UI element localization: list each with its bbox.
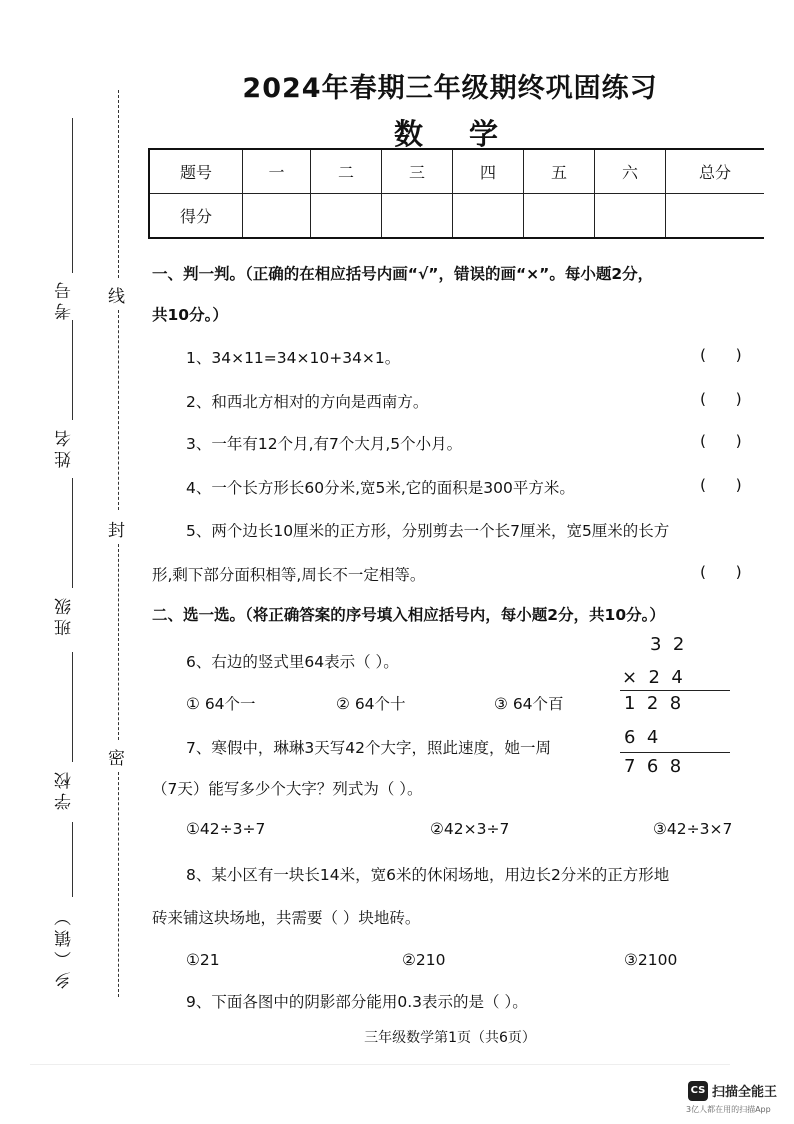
- seal-feng: 封: [108, 521, 125, 541]
- score-table: [148, 148, 764, 239]
- q6-option-b[interactable]: ② 64个十: [336, 695, 406, 713]
- q2-answer-paren[interactable]: ( ): [700, 390, 742, 408]
- score-input-cell[interactable]: [453, 194, 524, 239]
- calc-rule-2: [620, 752, 730, 753]
- q7-option-a[interactable]: ①42÷3÷7: [186, 820, 266, 838]
- scanner-name: 扫描全能王: [712, 1085, 778, 1100]
- score-cell: 五: [524, 149, 595, 194]
- scanner-logo-icon: CS: [688, 1081, 708, 1101]
- class-line-top: [72, 478, 73, 588]
- score-cell: 题号: [149, 149, 243, 194]
- seal-xian: 线: [108, 287, 125, 307]
- q8-option-c[interactable]: ③2100: [624, 951, 678, 969]
- name-line-top: [72, 320, 73, 420]
- exam-no-label: 考号: [55, 278, 75, 320]
- exam-no-line: [72, 118, 73, 273]
- seal-line-3: [118, 544, 119, 740]
- score-cell: 四: [453, 149, 524, 194]
- q1-answer-paren[interactable]: ( ): [700, 346, 742, 364]
- q8-text: 8、某小区有一块长14米，宽6米的休闲场地，用边长2分米的正方形地: [186, 866, 670, 884]
- q1-text: 1、34×11=34×10+34×1。: [186, 349, 401, 367]
- q6-option-a[interactable]: ① 64个一: [186, 695, 256, 713]
- exam-title: 2024年春期三年级期终巩固练习: [242, 73, 658, 104]
- q5-text-cont: 形,剩下部分面积相等,周长不一定相等。: [152, 566, 426, 584]
- seal-line-4: [118, 772, 119, 997]
- score-cell: 三: [382, 149, 453, 194]
- section2-heading: 二、选一选。（将正确答案的序号填入相应括号内，每小题2分，共10分。）: [152, 606, 665, 624]
- score-cell: 六: [595, 149, 666, 194]
- section1-heading-cont: 共10分。）: [152, 306, 228, 324]
- score-cell: 一: [243, 149, 311, 194]
- q3-answer-paren[interactable]: ( ): [700, 432, 742, 450]
- school-line-top: [72, 652, 73, 762]
- score-cell: 得分: [149, 194, 243, 239]
- township-label: 乡（镇）: [55, 905, 75, 989]
- q7-option-c[interactable]: ③42÷3×7: [653, 820, 733, 838]
- calc-row-partial-1: 1 2 8: [624, 693, 682, 714]
- name-label: 姓名: [55, 426, 75, 468]
- footer-rule: [30, 1064, 730, 1065]
- calc-row-multiplier: × 2 4: [622, 667, 683, 688]
- q4-text: 4、一个长方形长60分米,宽5米,它的面积是300平方米。: [186, 479, 575, 497]
- q8-option-b[interactable]: ②210: [402, 951, 446, 969]
- score-cell: 二: [311, 149, 382, 194]
- q7-text-cont: （7天）能写多少个大字？列式为（ ）。: [152, 780, 423, 798]
- seal-line-2: [118, 310, 119, 510]
- calc-rule-1: [620, 690, 730, 691]
- q6-text: 6、右边的竖式里64表示（ ）。: [186, 653, 399, 671]
- calc-row-product: 7 6 8: [624, 756, 682, 777]
- score-table-score-row: [149, 194, 764, 239]
- q4-answer-paren[interactable]: ( ): [700, 476, 742, 494]
- seal-line-1: [118, 90, 119, 278]
- q5-text: 5、两个边长10厘米的正方形，分别剪去一个长7厘米，宽5厘米的长方: [186, 522, 670, 540]
- q3-text: 3、一年有12个月,有7个大月,5个小月。: [186, 435, 463, 453]
- subject-title: 数 学: [393, 117, 517, 151]
- score-input-cell[interactable]: [595, 194, 666, 239]
- q9-text: 9、下面各图中的阴影部分能用0.3表示的是（ ）。: [186, 993, 528, 1011]
- score-input-cell[interactable]: [382, 194, 453, 239]
- seal-mi: 密: [108, 749, 125, 769]
- score-input-cell[interactable]: [524, 194, 595, 239]
- township-line-top: [72, 822, 73, 897]
- score-input-cell[interactable]: [243, 194, 311, 239]
- page-footer: 三年级数学第1页（共6页）: [364, 1030, 536, 1046]
- q6-option-c[interactable]: ③ 64个百: [494, 695, 564, 713]
- score-table-header-row: [149, 149, 764, 194]
- section1-heading: 一、判一判。（正确的在相应括号内画“√”，错误的画“×”。每小题2分，: [152, 265, 654, 283]
- calc-row-partial-2: 6 4: [624, 727, 659, 748]
- class-label: 班级: [55, 594, 75, 636]
- q8-option-a[interactable]: ①21: [186, 951, 220, 969]
- calc-row-multiplicand: 3 2: [650, 634, 685, 655]
- school-label: 学校: [55, 768, 75, 810]
- q5-answer-paren[interactable]: ( ): [700, 563, 742, 581]
- q7-option-b[interactable]: ②42×3÷7: [430, 820, 510, 838]
- q2-text: 2、和西北方相对的方向是西南方。: [186, 393, 429, 411]
- score-input-cell[interactable]: [666, 194, 765, 239]
- score-cell: 总分: [666, 149, 765, 194]
- q7-text: 7、寒假中，琳琳3天写42个大字，照此速度，她一周: [186, 739, 551, 757]
- score-input-cell[interactable]: [311, 194, 382, 239]
- scanner-tagline: 3亿人都在用的扫描App: [686, 1105, 771, 1114]
- q8-text-cont: 砖来铺这块场地，共需要（ ）块地砖。: [152, 909, 421, 927]
